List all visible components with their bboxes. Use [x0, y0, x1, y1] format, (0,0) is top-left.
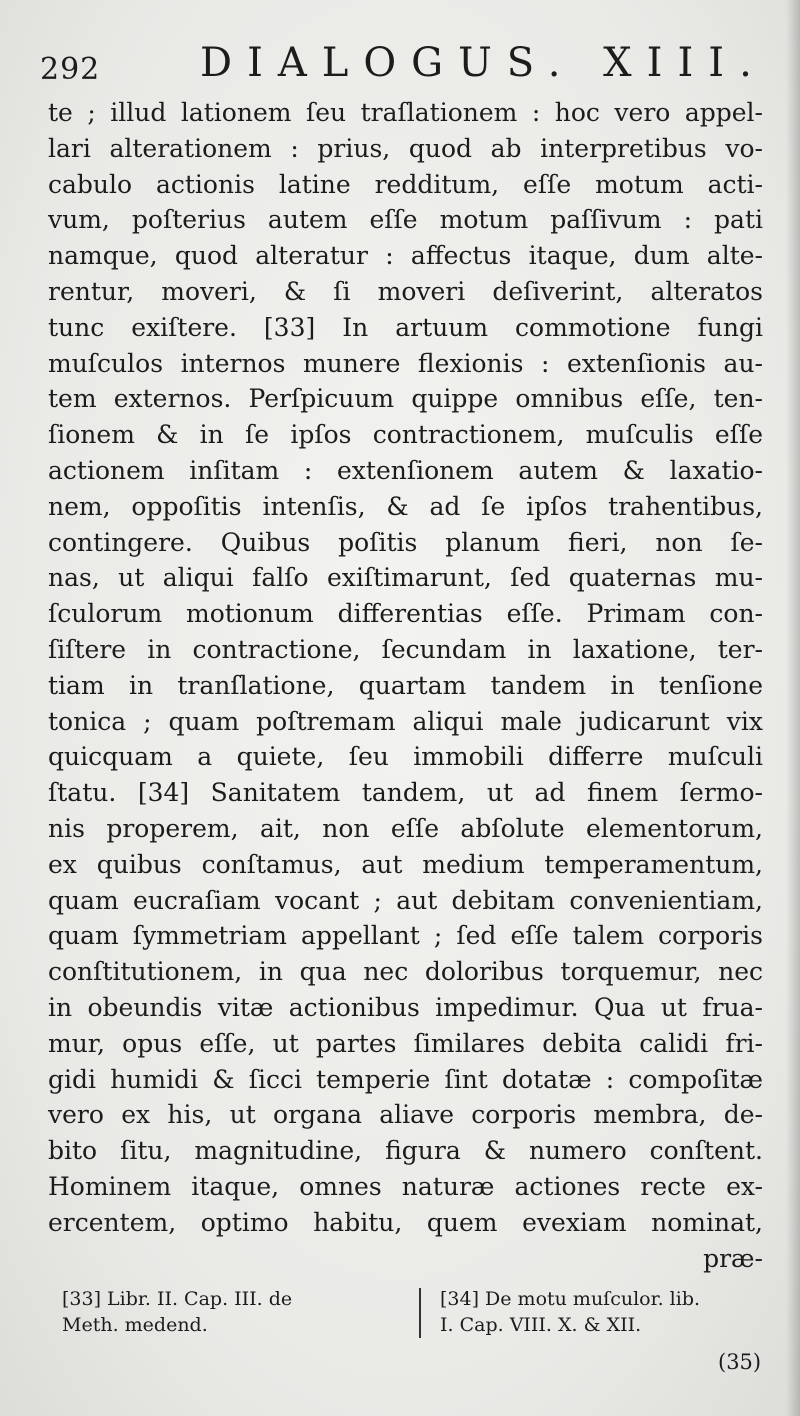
text-line: quam eucraſiam vocant ; aut debitam convenientiam, [48, 885, 763, 915]
footnote-line: [34] De motu muſculor. lib. [440, 1288, 701, 1310]
text-line: quam ſymmetriam appellant ; ſed eſſe talem corporis [48, 921, 763, 951]
footnotes [62, 1286, 762, 1346]
text-line: muſculos internos munere flexionis : extenſionis au- [48, 348, 763, 378]
running-title: DIALOGUS. XIII. [200, 40, 767, 86]
footnote-34 [440, 1286, 770, 1338]
text-line: lari alterationem : prius, quod ab interpretibus vo- [48, 133, 763, 163]
text-line: ercentem, optimo habitu, quem evexiam nominat, [48, 1207, 763, 1237]
catchword: præ- [703, 1243, 763, 1273]
text-line: gidi humidi & ſicci temperie ſint dotatæ : compoſitæ [48, 1064, 763, 1094]
page-header [40, 40, 767, 100]
text-line: conſtitutionem, in qua nec doloribus torquemur, nec [48, 957, 763, 987]
text-line: contingere. Quibus poſitis planum fieri, non ſe- [48, 527, 763, 557]
main-text [48, 95, 763, 1276]
text-line: tonica ; quam poſtremam aliqui male judicarunt vix [48, 706, 763, 736]
text-line: tem externos. Perſpicuum quippe omnibus eſſe, ten- [48, 384, 763, 414]
text-line: nem, oppoſitis intenſis, & ad ſe ipſos trahentibus, [48, 491, 763, 521]
footnote-line: [33] Libr. II. Cap. III. de [62, 1288, 293, 1310]
text-line: nas, ut aliqui falſo exiſtimarunt, ſed quaternas mu- [48, 563, 763, 593]
text-line: ſculorum motionum differentias eſſe. Primam con- [48, 599, 763, 629]
footnote-divider [419, 1288, 421, 1338]
text-line: bito ſitu, magnitudine, figura & numero conſtent. [48, 1136, 763, 1166]
text-line: ſtatu. [34] Sanitatem tandem, ut ad finem ſermo- [48, 778, 763, 808]
text-line: nis properem, ait, non eſſe abſolute elementorum, [48, 813, 763, 843]
text-line: ex quibus conſtamus, aut medium temperamentum, [48, 849, 763, 879]
text-line: tiam in tranſlatione, quartam tandem in tenſione [48, 670, 763, 700]
text-line: mur, opus eſſe, ut partes ſimilares debita calidi fri- [48, 1028, 763, 1058]
footnote-line: I. Cap. VIII. X. & XII. [440, 1314, 642, 1336]
signature-mark: (35) [718, 1350, 762, 1374]
text-line: ſionem & in ſe ipſos contractionem, muſculis eſſe [48, 420, 763, 450]
text-line: tunc exiſtere. [33] In artuum commotione fungi [48, 312, 763, 342]
text-line: actionem inſitam : extenſionem autem & laxatio- [48, 455, 763, 485]
text-line: vum, poſterius autem eſſe motum paſſivum : pati [48, 205, 763, 235]
footnote-line: Meth. medend. [62, 1314, 208, 1336]
text-line: ſiſtere in contractione, ſecundam in laxatione, ter- [48, 634, 763, 664]
text-line: cabulo actionis latine redditum, eſſe motum acti- [48, 169, 763, 199]
page-number: 292 [40, 52, 101, 87]
text-line: vero ex his, ut organa aliave corporis membra, de- [48, 1100, 763, 1130]
text-line: in obeundis vitæ actionibus impedimur. Qua ut frua- [48, 992, 763, 1022]
text-line: namque, quod alteratur : affectus itaque, dum alte- [48, 241, 763, 271]
text-line: rentur, moveri, & ſi moveri deſiverint, alteratos [48, 276, 763, 306]
text-line: te ; illud lationem ſeu traſlationem : hoc vero appel- [48, 98, 763, 127]
text-line: quicquam a quiete, ſeu immobili differre muſculi [48, 742, 763, 772]
text-line: Hominem itaque, omnes naturæ actiones recte ex- [48, 1171, 763, 1201]
footnote-33 [62, 1286, 412, 1338]
